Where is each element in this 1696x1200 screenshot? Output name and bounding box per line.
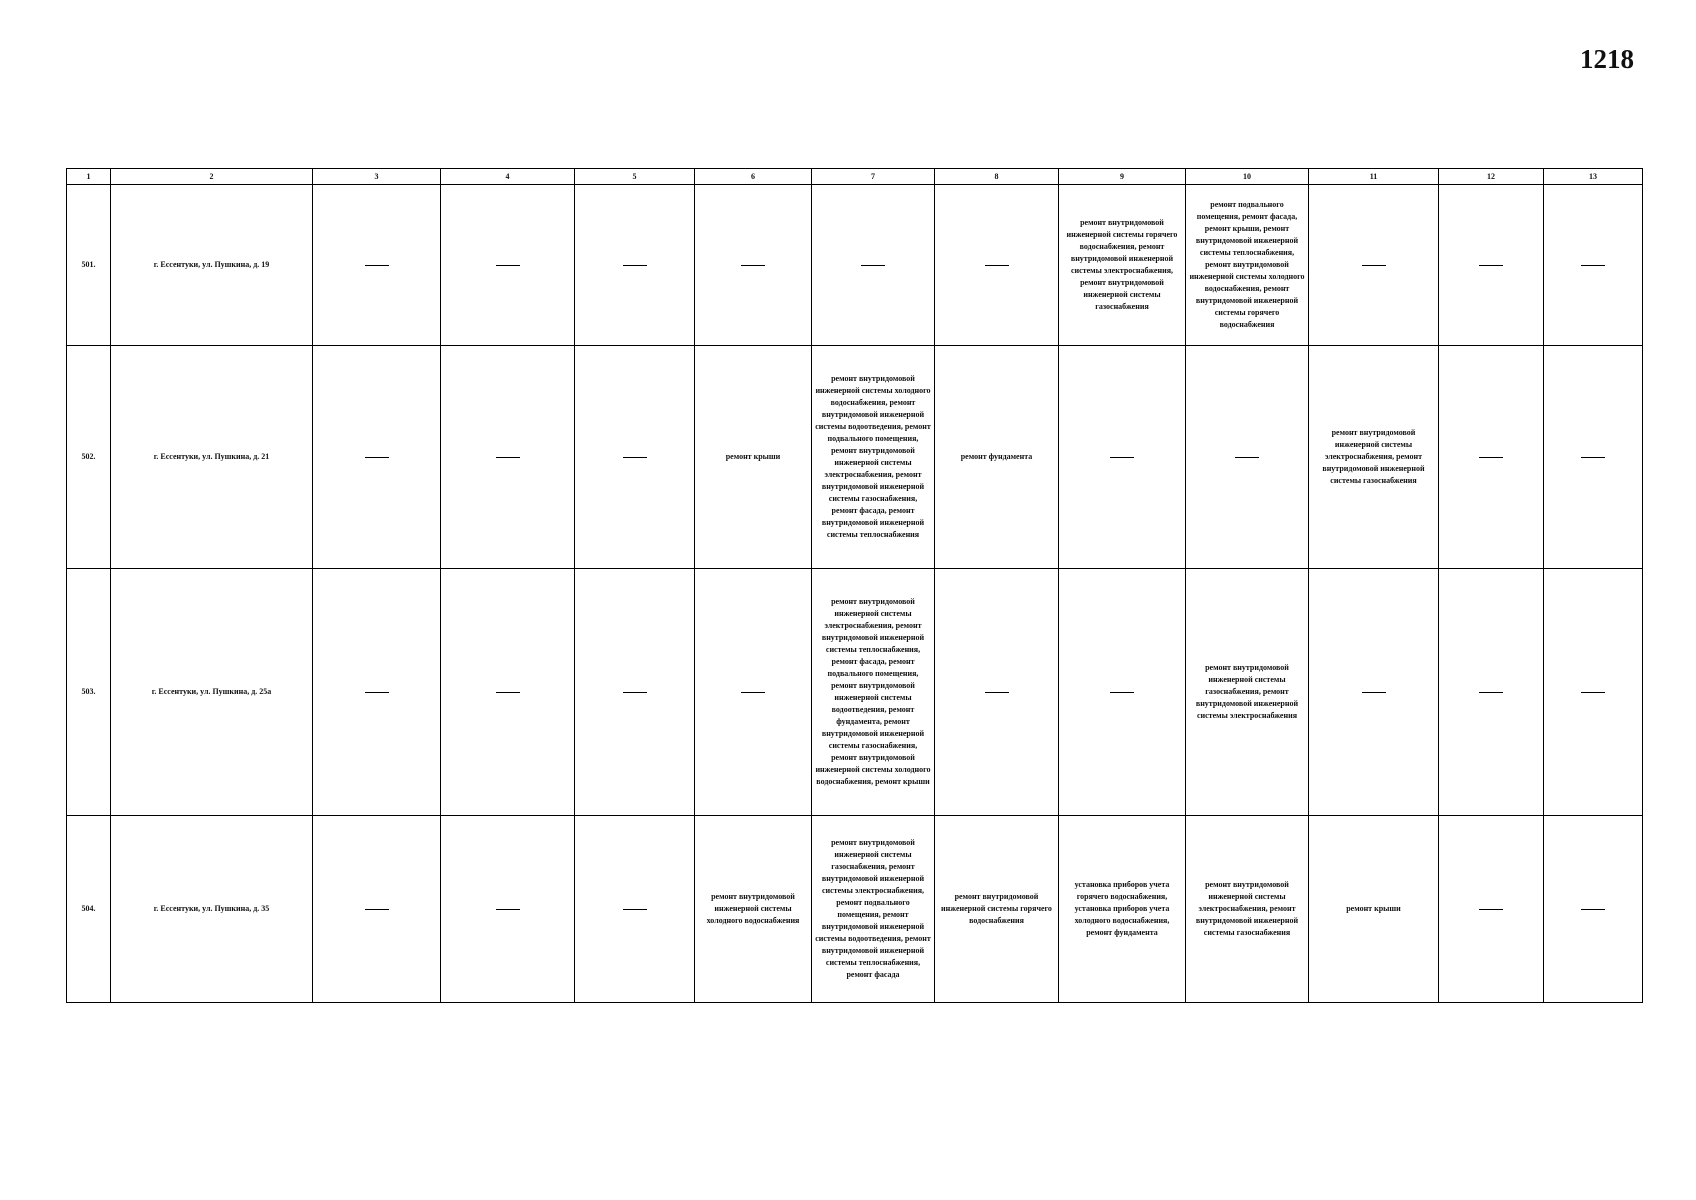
empty-dash [365,457,389,458]
table-cell [1544,346,1643,569]
table-cell [1544,569,1643,816]
header-row [67,169,1643,185]
table-cell: ремонт крыши [695,346,812,569]
table-cell: ремонт крыши [1309,816,1439,1003]
empty-dash [496,692,520,693]
empty-dash [623,692,647,693]
table-cell [1059,346,1186,569]
table-cell [1439,346,1544,569]
table-cell [441,569,575,816]
empty-dash [1479,457,1503,458]
table-cell [1439,569,1544,816]
empty-dash [365,692,389,693]
row-number: 503. [67,569,111,816]
table-cell: ремонт внутридомовой инженерной системы газоснабжения, ремонт внутридомовой инженерной системы электроснабжения, ремонт подвального помещения, ремонт внутридомовой инженерной системы водоотведения, ремонт внутридомовой инженерной системы теплоснабжения, ремонт фасада [812,816,935,1003]
table-cell [1439,185,1544,346]
table-cell [313,346,441,569]
column-header: 7 [812,169,935,185]
empty-dash [741,692,765,693]
table-row [67,185,1643,346]
empty-dash [1362,265,1386,266]
column-header: 13 [1544,169,1643,185]
column-header: 4 [441,169,575,185]
table-cell [935,569,1059,816]
table-cell: ремонт внутридомовой инженерной системы горячего водоснабжения, ремонт внутридомовой инженерной системы электроснабжения, ремонт внутридомовой инженерной системы газоснабжения [1059,185,1186,346]
empty-dash [861,265,885,266]
table-cell [1059,569,1186,816]
table-cell: ремонт внутридомовой инженерной системы холодного водоснабжения [695,816,812,1003]
row-address: г. Ессентуки, ул. Пушкина, д. 25а [111,569,313,816]
empty-dash [623,457,647,458]
empty-dash [1581,265,1605,266]
row-number: 502. [67,346,111,569]
table-cell [313,185,441,346]
table-cell [575,346,695,569]
table-cell [575,569,695,816]
column-header: 11 [1309,169,1439,185]
column-header: 10 [1186,169,1309,185]
empty-dash [496,265,520,266]
table-cell [1309,569,1439,816]
table-cell [1186,346,1309,569]
empty-dash [623,909,647,910]
table-cell [1544,816,1643,1003]
empty-dash [496,457,520,458]
table-cell: ремонт внутридомовой инженерной системы холодного водоснабжения, ремонт внутридомовой инженерной системы водоотведения, ремонт подвального помещения, ремонт внутридомовой инженерной системы электроснабжения, ремонт внутридомовой инженерной системы газоснабжения, ремонт фасада, ремонт внутридомовой инженерной системы теплоснабжения [812,346,935,569]
repair-schedule-table [66,168,1643,1003]
empty-dash [1235,457,1259,458]
table-cell [441,185,575,346]
empty-dash [1479,265,1503,266]
table-cell: установка приборов учета горячего водоснабжения, установка приборов учета холодного водоснабжения, ремонт фундамента [1059,816,1186,1003]
table-cell [441,816,575,1003]
empty-dash [1581,909,1605,910]
table-cell [1309,185,1439,346]
empty-dash [1362,692,1386,693]
page-number: 1218 [1580,44,1634,74]
column-header: 5 [575,169,695,185]
table-cell: ремонт внутридомовой инженерной системы электроснабжения, ремонт внутридомовой инженерной системы теплоснабжения, ремонт фасада, ремонт подвального помещения, ремонт внутридомовой инженерной системы водоотведения, ремонт фундамента, ремонт внутридомовой инженерной системы газоснабжения, ремонт внутридомовой инженерной системы холодного водоснабжения, ремонт крыши [812,569,935,816]
table-cell: ремонт внутридомовой инженерной системы горячего водоснабжения [935,816,1059,1003]
table-cell [695,185,812,346]
table-cell: ремонт внутридомовой инженерной системы газоснабжения, ремонт внутридомовой инженерной системы электроснабжения [1186,569,1309,816]
table-row [67,346,1643,569]
table-cell [575,185,695,346]
empty-dash [365,265,389,266]
empty-dash [741,265,765,266]
table-cell [695,569,812,816]
empty-dash [1479,692,1503,693]
table-cell: ремонт подвального помещения, ремонт фасада, ремонт крыши, ремонт внутридомовой инженерной системы теплоснабжения, ремонт внутридомовой инженерной системы холодного водоснабжения, ремонт внутридомовой инженерной системы горячего водоснабжения [1186,185,1309,346]
table-cell: ремонт внутридомовой инженерной системы электроснабжения, ремонт внутридомовой инженерной системы газоснабжения [1186,816,1309,1003]
column-header: 2 [111,169,313,185]
empty-dash [1581,692,1605,693]
empty-dash [365,909,389,910]
empty-dash [1110,692,1134,693]
empty-dash [496,909,520,910]
table-cell [935,185,1059,346]
row-address: г. Ессентуки, ул. Пушкина, д. 21 [111,346,313,569]
column-header: 3 [313,169,441,185]
empty-dash [1581,457,1605,458]
table-cell [441,346,575,569]
row-address: г. Ессентуки, ул. Пушкина, д. 19 [111,185,313,346]
table-cell: ремонт фундамента [935,346,1059,569]
column-header: 12 [1439,169,1544,185]
row-address: г. Ессентуки, ул. Пушкина, д. 35 [111,816,313,1003]
row-number: 501. [67,185,111,346]
column-header: 6 [695,169,812,185]
table-cell [313,569,441,816]
row-number: 504. [67,816,111,1003]
table-row [67,569,1643,816]
column-header: 9 [1059,169,1186,185]
empty-dash [985,265,1009,266]
table-cell [313,816,441,1003]
table-cell: ремонт внутридомовой инженерной системы электроснабжения, ремонт внутридомовой инженерной системы газоснабжения [1309,346,1439,569]
table-cell [575,816,695,1003]
table-cell [812,185,935,346]
table-row [67,816,1643,1003]
empty-dash [1110,457,1134,458]
empty-dash [623,265,647,266]
empty-dash [1479,909,1503,910]
table-cell [1439,816,1544,1003]
column-header: 8 [935,169,1059,185]
table-cell [1544,185,1643,346]
empty-dash [985,692,1009,693]
column-header: 1 [67,169,111,185]
